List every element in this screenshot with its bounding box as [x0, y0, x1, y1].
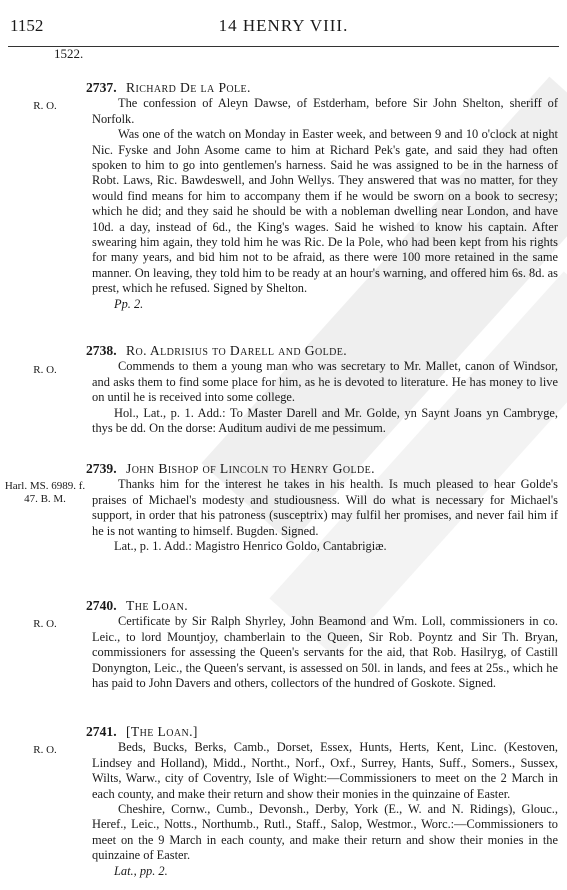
page-number: 1152: [10, 16, 44, 35]
running-title: 14 HENRY VIII.: [218, 16, 349, 35]
entry-2739: [86, 461, 558, 554]
entry-paragraph: Cheshire, Cornw., Cumb., Devonsh., Derby, York (E., W. and N. Ridings), Glouc., Heref., Leic., Notts., Northumb., Rutl., Staff., Salop, Westmor., Worc.:—Commissioners to meet on the 9 March in each county, and make their return and show their monies in the quinzaine of Easter.: [92, 802, 558, 863]
entry-2737-source: R. O.: [33, 100, 57, 112]
entry-number: 2738.: [86, 343, 117, 358]
entry-number: 2741.: [86, 724, 117, 739]
entry-heading: [86, 80, 558, 95]
entry-paragraph: Commends to them a young man who was secretary to Mr. Mallet, canon of Windsor, and asks them to find some place for him, as he is devoted to literature. He has money to live on until he is received into some college.: [92, 359, 558, 405]
entry-note: Lat., p. 1. Add.: Magistro Henrico Goldo, Cantabrigiæ.: [114, 539, 387, 554]
page-header: [0, 8, 567, 34]
entry-title: [The Loan.]: [126, 724, 198, 739]
entry-title: Ro. Aldrisius to Darell and Golde.: [126, 343, 348, 358]
entry-heading: [86, 343, 558, 358]
margin-year: 1522.: [54, 46, 84, 61]
entry-2738-source: R. O.: [33, 364, 57, 376]
entry-2740: [86, 598, 558, 691]
entry-heading: [86, 461, 558, 476]
entry-2741: [86, 724, 558, 879]
entry-2741-source: R. O.: [33, 744, 57, 756]
entry-title: Richard De la Pole.: [126, 80, 251, 95]
entry-title: John Bishop of Lincoln to Henry Golde.: [126, 461, 375, 476]
entry-2737: [86, 80, 558, 312]
entry-number: 2737.: [86, 80, 117, 95]
entry-paragraph: Certificate by Sir Ralph Shyrley, John Beamond and Wm. Loll, commissioners in co. Leic., to lord Mountjoy, chamberlain to the Queen, Sir Rob. Poyntz and Sir Th. Bryan, commissioners for assessing the Queen's servants for the aid, that Rob. Hasilryg, of Castill Donyngton, Leic., the Queen's servant, is assessed on 50l. in lands, and fees at 25s., which he has paid to John Davers and others, collectors of the hundred of Goskote. Signed.: [92, 614, 558, 691]
entry-heading: [86, 724, 558, 739]
entry-paragraph: The confession of Aleyn Dawse, of Estderham, before Sir John Shelton, sheriff of Norfolk.: [92, 96, 558, 126]
entry-2740-source: R. O.: [33, 618, 57, 630]
header-rule: [8, 46, 559, 47]
entry-note: Pp. 2.: [114, 296, 144, 311]
entry-number: 2740.: [86, 598, 117, 613]
entry-number: 2739.: [86, 461, 117, 476]
entry-2738: [86, 343, 558, 436]
entry-title: The Loan.: [126, 598, 188, 613]
entry-heading: [86, 598, 558, 613]
entry-note: Lat., pp. 2.: [114, 863, 168, 878]
entry-paragraph: Beds, Bucks, Berks, Camb., Dorset, Essex, Hunts, Herts, Kent, Linc. (Kestoven, Lindsey and Holland), Midd., Northt., Norf., Oxf., Surrey, Hants, Suff., Somers., Sussex, Wilts, Warw., city of Coventry, Isle of Wight:—Commissioners to meet on the 2 March in each county, and make their return and show their monies in the quinzaine of Easter.: [92, 740, 558, 801]
entry-paragraph: Was one of the watch on Monday in Easter week, and between 9 and 10 o'clock at night Nic. Fyske and John Asome came to him at Richard Pek's gate, and said they had often spoken to him to go into gentlemen's harness. Said he was assigned to be in the harness of Robt. Laws, Ric. Bawdeswell, and John Wellys. They answered that was no matter, for they would find means for him to accompany them if he would be sworn on a book to secresy; which he did; and they said he should be with a nobleman dwelling near London, and have 10d. a day, instead of 6d., the King's wages. Said he wished to know his captain. After swearing him again, they told him he was Ric. De la Pole, who had been kept from his rights for many years, and bid him not to be afraid, as there were 100 more retained in the same manner. On leaving, they told him to be ready at an hour's warning, and offered him 6s. 8d. as prest, which he refused. Signed by Shelton.: [92, 127, 558, 296]
entry-2739-source: Harl. MS. 6989. f. 47. B. M.: [4, 480, 86, 505]
entry-paragraph: Thanks him for the interest he takes in his health. Is much pleased to hear Golde's praises of Michael's modesty and studiousness. Will do what is necessary for Michael's support, in order that his patroness (susceptrix) may fulfil her promises, and never fail him if he is not wanting to himself. Bugden. Signed.: [92, 477, 558, 538]
entry-note: Hol., Lat., p. 1. Add.: To Master Darell and Mr. Golde, yn Saynt Joans yn Cambryge, thys be dd. On the dorse: Auditum audivi de me pessimum.: [92, 405, 558, 436]
